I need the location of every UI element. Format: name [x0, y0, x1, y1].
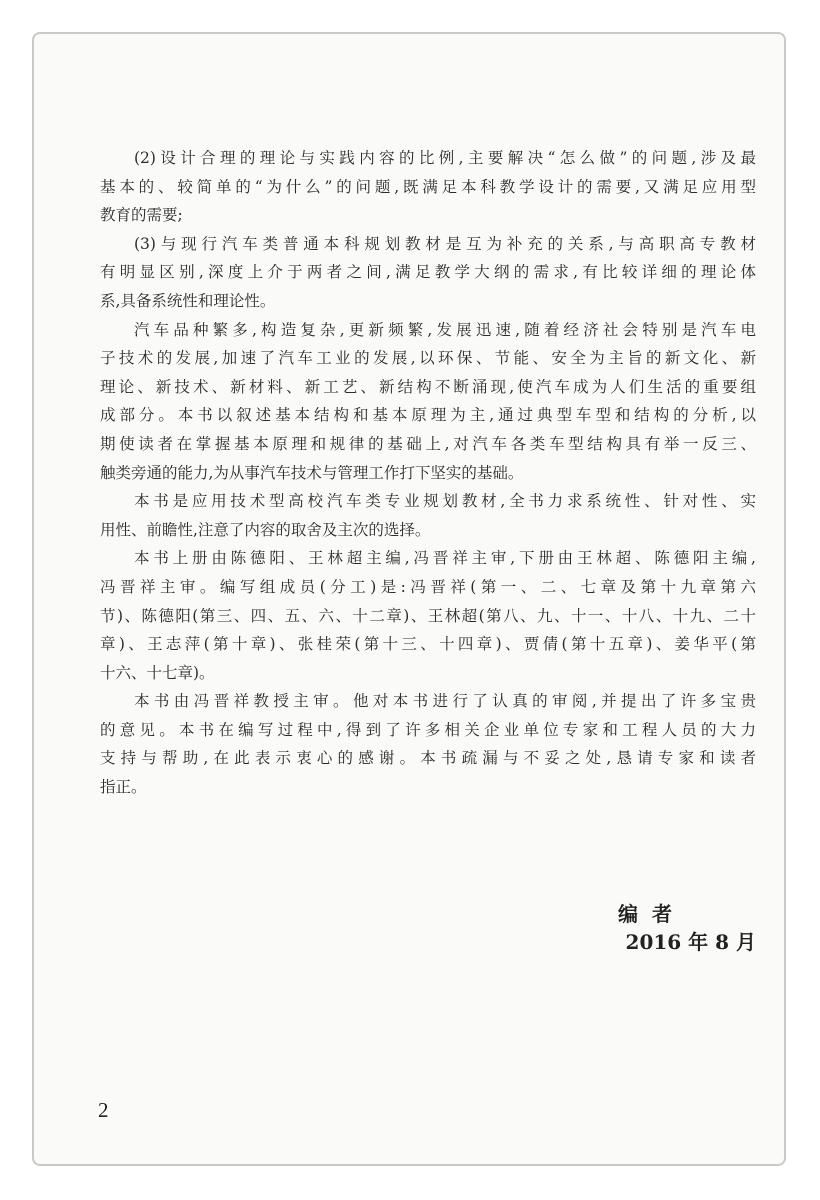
paragraph: [100, 230, 756, 316]
text-line: 期使读者在掌握基本原理和规律的基础上,对汽车各类车型结构具有举一反三、: [100, 434, 756, 453]
text-line: 子技术的发展,加速了汽车工业的发展,以环保、节能、安全为主旨的新文化、新: [100, 349, 756, 368]
paragraph: [100, 544, 756, 687]
text-line: 成部分。本书以叙述基本结构和基本原理为主,通过典型车型和结构的分析,以: [100, 406, 756, 425]
text-line: 十六、十七章)。: [100, 663, 215, 682]
paragraph: [100, 687, 756, 801]
text-line: 有明显区别,深度上介于两者之间,满足教学大纲的需求,有比较详细的理论体: [100, 263, 756, 282]
text-line: 系,具备系统性和理论性。: [100, 291, 276, 310]
text-line: 汽车品种繁多,构造复杂,更新频繁,发展迅速,随着经济社会特别是汽车电: [134, 320, 756, 339]
text-line: 冯晋祥主审。编写组成员(分工)是:冯晋祥(第一、二、七章及第十九章第六: [100, 577, 756, 596]
text-line: 基本的、较简单的“为什么”的问题,既满足本科教学设计的需要,又满足应用型: [100, 177, 756, 196]
text-line: 支持与帮助,在此表示衷心的感谢。本书疏漏与不妥之处,恳请专家和读者: [100, 749, 756, 768]
text-line: 教育的需要;: [100, 206, 183, 225]
text-line: (2)设计合理的理论与实践内容的比例,主要解决“怎么做”的问题,涉及最: [134, 149, 756, 167]
paragraph: [100, 144, 756, 230]
text-line: 触类旁通的能力,为从事汽车技术与管理工作打下坚实的基础。: [100, 463, 524, 482]
preface-body: [100, 144, 756, 802]
text-line: 本书上册由陈德阳、王林超主编,冯晋祥主审,下册由王林超、陈德阳主编,: [134, 549, 756, 568]
text-line: (3)与现行汽车类普通本科规划教材是互为补充的关系,与高职高专教材: [134, 234, 756, 253]
text-line: 本书由冯晋祥教授主审。他对本书进行了认真的审阅,并提出了许多宝贵: [134, 692, 756, 711]
paragraph: [100, 316, 756, 488]
text-line: 理论、新技术、新材料、新工艺、新结构不断涌现,使汽车成为人们生活的重要组: [100, 377, 756, 396]
paragraph: [100, 487, 756, 544]
text-line: 的意见。本书在编写过程中,得到了许多相关企业单位专家和工程人员的大力: [100, 720, 756, 739]
page-number: 2: [98, 1098, 109, 1122]
text-line: 用性、前瞻性,注意了内容的取舍及主次的选择。: [100, 520, 431, 539]
signature-author: 编者: [618, 902, 686, 926]
signature-date: 2016 年 8 月: [625, 930, 756, 954]
text-line: 章)、王志萍(第十章)、张桂荣(第十三、十四章)、贾倩(第十五章)、姜华平(第: [100, 635, 756, 654]
text-line: 指正。: [100, 778, 147, 797]
text-line: 节)、陈德阳(第三、四、五、六、十二章)、王林超(第八、九、十一、十八、十九、二十: [100, 606, 756, 625]
text-line: 本书是应用技术型高校汽车类专业规划教材,全书力求系统性、针对性、实: [134, 492, 756, 511]
